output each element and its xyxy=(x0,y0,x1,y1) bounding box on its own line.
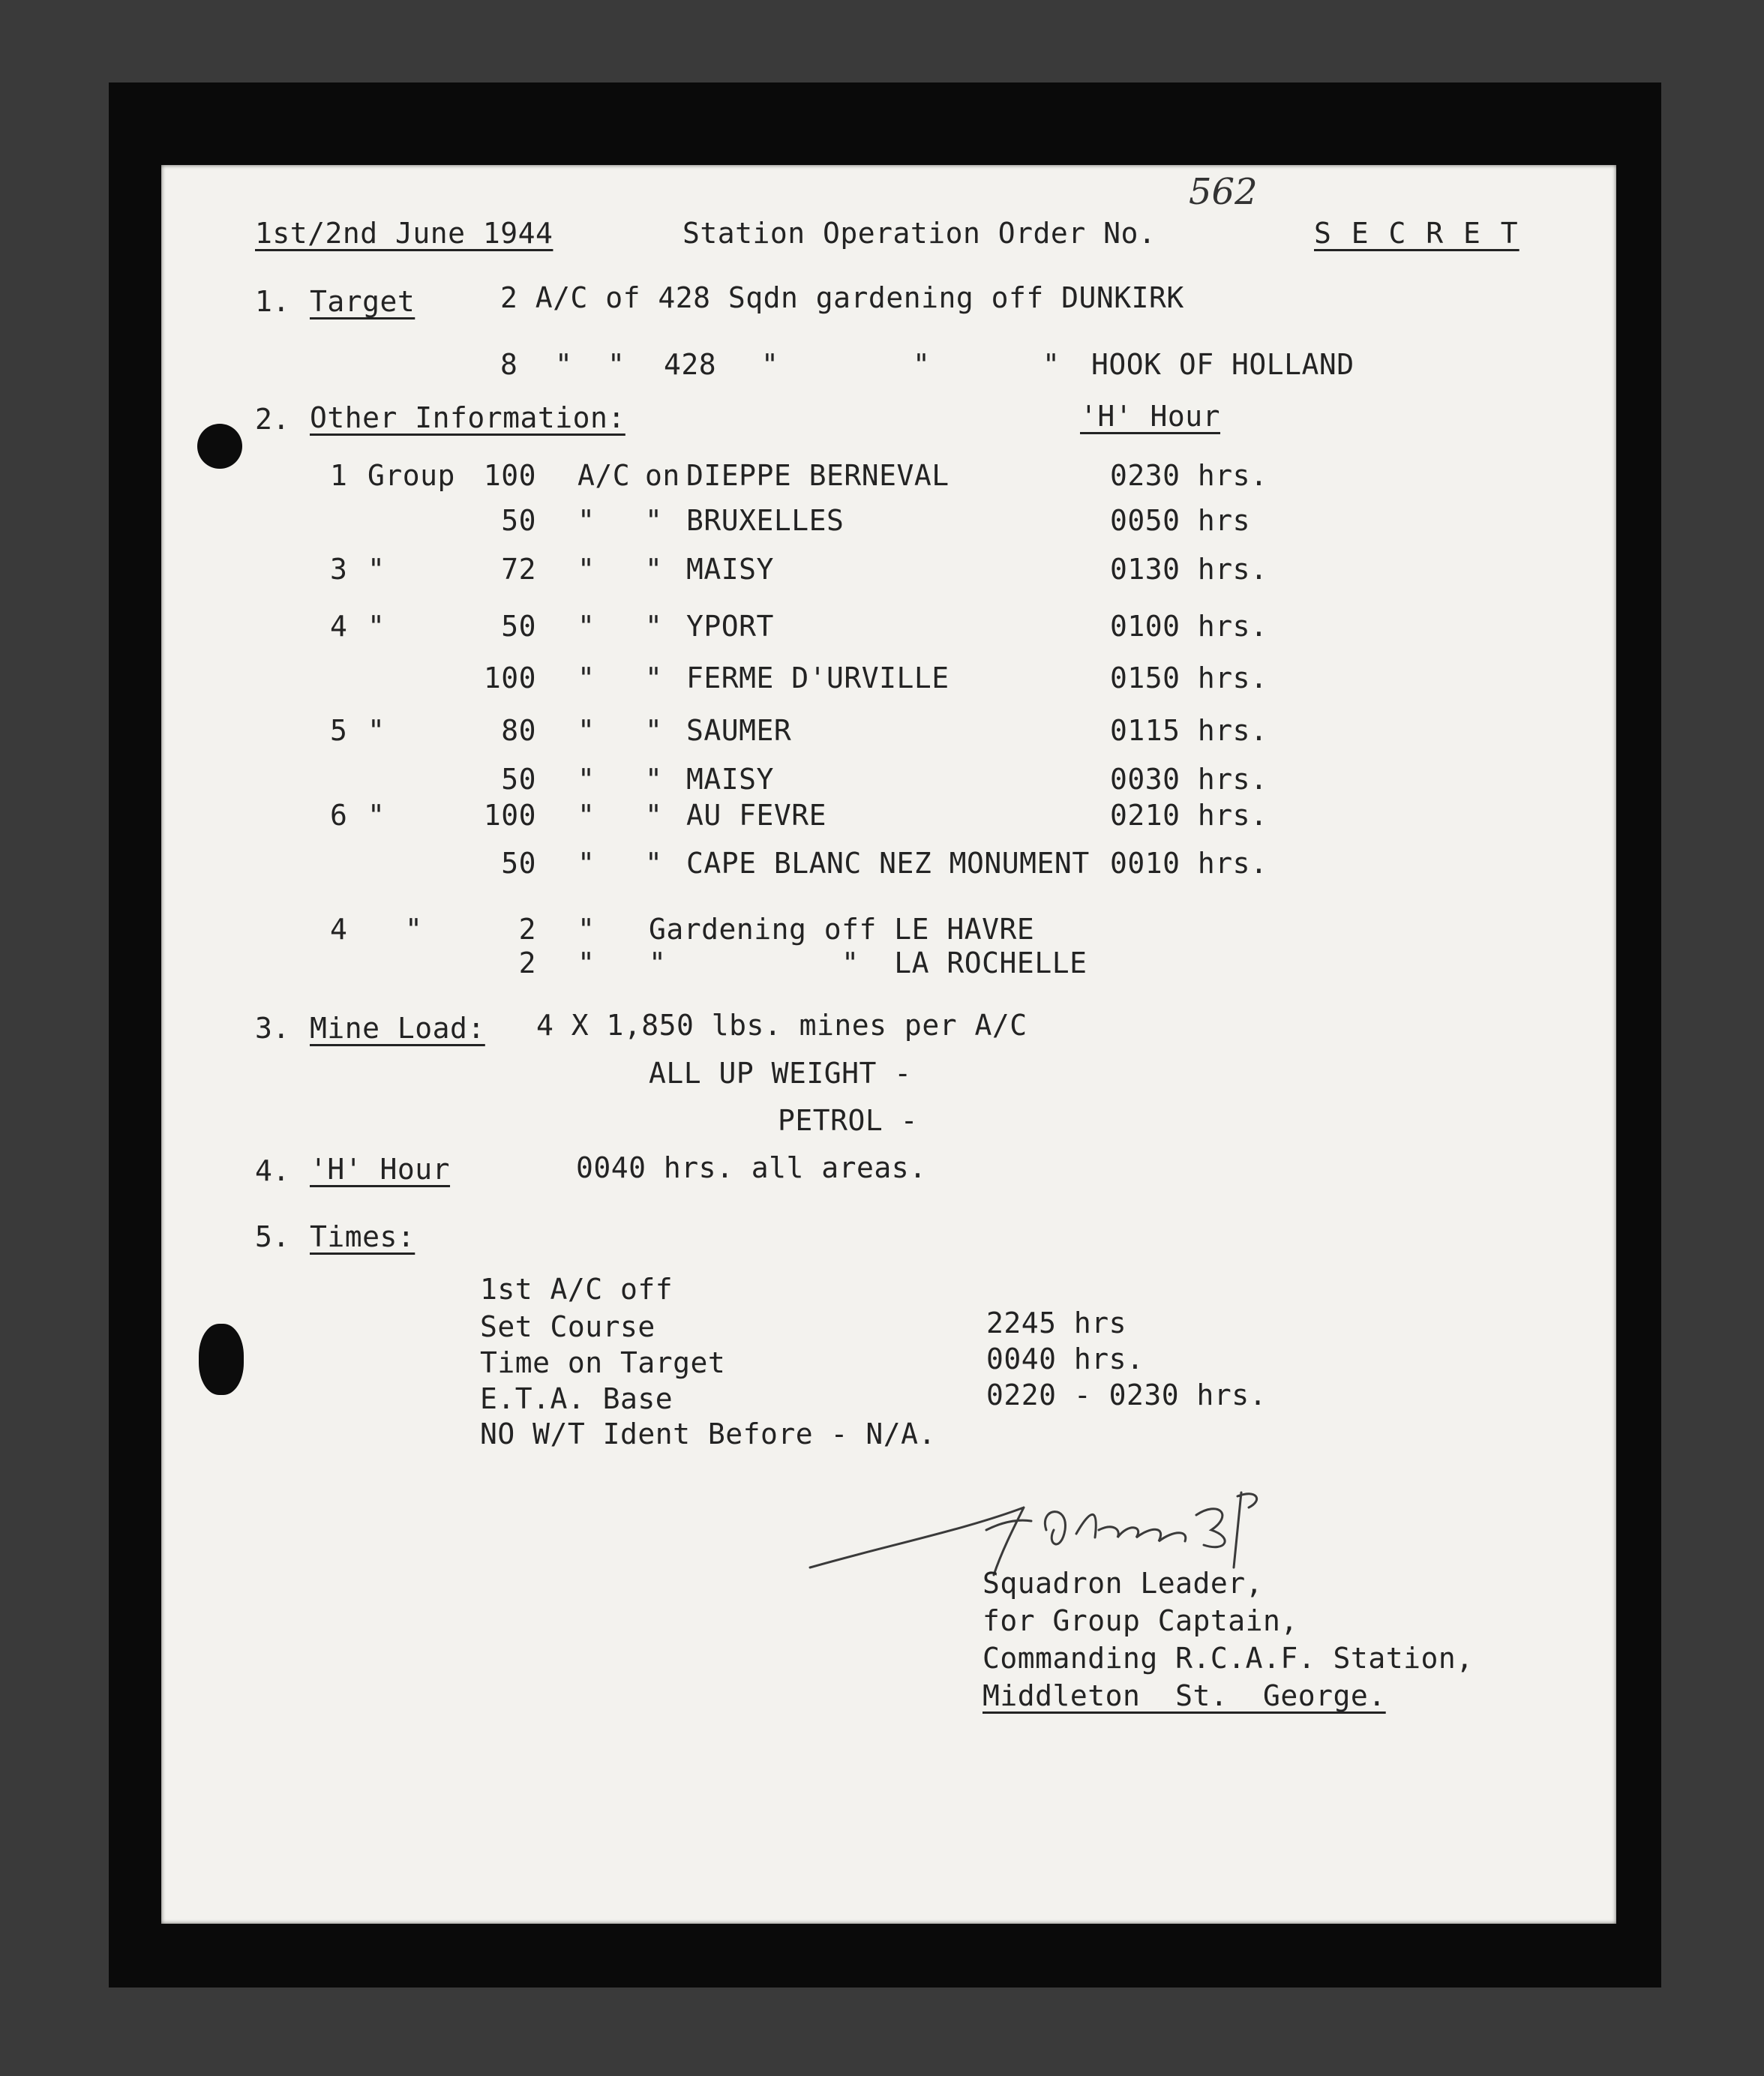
ditto-mark: " xyxy=(555,348,573,381)
row-aircraft-count: 100 xyxy=(483,799,536,832)
section-2-number: 2. xyxy=(255,403,290,436)
row-on: " xyxy=(645,662,663,694)
row-h-hour: 0050 hrs xyxy=(1110,504,1251,537)
row-on: " xyxy=(645,763,663,796)
section-5-number: 5. xyxy=(255,1220,290,1253)
row-target: FERME D'URVILLE xyxy=(686,662,950,694)
times-row-label: Time on Target xyxy=(480,1346,726,1379)
section-2-label: Other Information: xyxy=(310,401,626,434)
gardening-group-number: 4 xyxy=(330,913,348,946)
row-aircraft-count: 72 xyxy=(501,553,536,586)
gardening-unit: " xyxy=(578,946,596,980)
section-5-label: Times: xyxy=(310,1220,416,1253)
ditto-mark: " xyxy=(608,348,626,381)
order-date: 1st/2nd June 1944 xyxy=(255,217,554,250)
times-row-label: Set Course xyxy=(480,1310,656,1343)
row-h-hour: 0100 hrs. xyxy=(1110,610,1268,643)
row-aircraft-count: 100 xyxy=(483,459,536,492)
order-title: Station Operation Order No. xyxy=(682,217,1156,250)
punch-hole xyxy=(199,1324,244,1395)
signature-station: Middleton St. George. xyxy=(982,1679,1386,1712)
ditto-mark: " xyxy=(913,348,931,381)
target-line-1: 2 A/C of 428 Sqdn gardening off DUNKIRK xyxy=(500,281,1184,314)
section-1-number: 1. xyxy=(255,285,290,318)
section-3-number: 3. xyxy=(255,1012,290,1045)
row-unit: " xyxy=(578,799,596,832)
section-4-label: 'H' Hour xyxy=(310,1153,451,1186)
row-unit: " xyxy=(578,847,596,880)
row-on: " xyxy=(645,847,663,880)
row-group-word: " xyxy=(368,553,386,586)
row-unit: " xyxy=(578,763,596,796)
gardening-aircraft-count: 2 xyxy=(518,913,536,946)
petrol: PETROL - xyxy=(778,1104,919,1137)
gardening-group-word: " xyxy=(405,913,423,946)
gardening-unit: " xyxy=(578,913,596,946)
row-aircraft-count: 50 xyxy=(501,763,536,796)
section-4-number: 4. xyxy=(255,1154,290,1187)
row-h-hour: 0130 hrs. xyxy=(1110,553,1268,586)
row-h-hour: 0210 hrs. xyxy=(1110,799,1268,832)
signature-title-1: Squadron Leader, xyxy=(982,1567,1264,1600)
document-page xyxy=(161,165,1616,1924)
handwritten-order-number: 562 xyxy=(1189,171,1258,213)
times-row-label: NO W/T Ident Before - N/A. xyxy=(480,1418,936,1450)
ditto-mark: " xyxy=(761,348,779,381)
times-row-label: E.T.A. Base xyxy=(480,1382,674,1415)
row-h-hour: 0115 hrs. xyxy=(1110,714,1268,747)
row-h-hour: 0030 hrs. xyxy=(1110,763,1268,796)
row-target: DIEPPE BERNEVAL xyxy=(686,459,950,492)
row-aircraft-count: 100 xyxy=(483,662,536,694)
row-on: " xyxy=(645,714,663,747)
section-1-label: Target xyxy=(310,285,416,318)
row-on: " xyxy=(645,553,663,586)
row-group-word: " xyxy=(368,714,386,747)
row-group-number: 4 xyxy=(330,610,348,643)
times-row-value: 0040 hrs. xyxy=(986,1342,1144,1376)
row-target: AU FEVRE xyxy=(686,799,827,832)
row-group-number: 3 xyxy=(330,553,348,586)
ditto-mark: " xyxy=(1042,348,1060,381)
row-group-number: 5 xyxy=(330,714,348,747)
row-target: YPORT xyxy=(686,610,774,643)
row-target: MAISY xyxy=(686,763,774,796)
row-on: " xyxy=(645,504,663,537)
times-row-value: 0220 - 0230 hrs. xyxy=(986,1378,1268,1412)
row-target: BRUXELLES xyxy=(686,504,844,537)
row-unit: A/C xyxy=(578,459,631,492)
row-unit: " xyxy=(578,610,596,643)
row-aircraft-count: 50 xyxy=(501,504,536,537)
h-hour-value: 0040 hrs. all areas. xyxy=(576,1151,927,1184)
row-aircraft-count: 80 xyxy=(501,714,536,747)
punch-hole xyxy=(197,424,242,469)
row-group-word: Group xyxy=(368,459,455,492)
target-line-2-place: HOOK OF HOLLAND xyxy=(1091,348,1354,381)
row-group-word: " xyxy=(368,610,386,643)
row-h-hour: 0010 hrs. xyxy=(1110,847,1268,880)
gardening-text: Gardening off LE HAVRE xyxy=(649,913,1035,946)
row-group-word: " xyxy=(368,799,386,832)
row-on: on xyxy=(645,459,680,492)
row-aircraft-count: 50 xyxy=(501,610,536,643)
row-h-hour: 0230 hrs. xyxy=(1110,459,1268,492)
signature-title-3: Commanding R.C.A.F. Station, xyxy=(982,1642,1474,1675)
row-on: " xyxy=(645,610,663,643)
row-target: CAPE BLANC NEZ MONUMENT xyxy=(686,847,1090,880)
row-h-hour: 0150 hrs. xyxy=(1110,662,1268,694)
signature-title-2: for Group Captain, xyxy=(982,1604,1298,1637)
row-target: SAUMER xyxy=(686,714,792,747)
row-aircraft-count: 50 xyxy=(501,847,536,880)
all-up-weight: ALL UP WEIGHT - xyxy=(649,1057,912,1090)
mine-load-value: 4 X 1,850 lbs. mines per A/C xyxy=(536,1009,1028,1042)
row-unit: " xyxy=(578,714,596,747)
row-group-number: 6 xyxy=(330,799,348,832)
row-unit: " xyxy=(578,662,596,694)
h-hour-heading: 'H' Hour xyxy=(1080,400,1221,433)
section-3-label: Mine Load: xyxy=(310,1012,485,1045)
gardening-aircraft-count: 2 xyxy=(518,946,536,980)
classification-stamp: S E C R E T xyxy=(1314,217,1520,250)
gardening-text: " " LA ROCHELLE xyxy=(649,946,1088,980)
target-line-2-sqdn: 428 xyxy=(664,348,717,381)
times-row-label: 1st A/C off xyxy=(480,1273,674,1306)
row-unit: " xyxy=(578,553,596,586)
row-group-number: 1 xyxy=(330,459,348,492)
times-row-value: 2245 hrs xyxy=(986,1306,1127,1340)
row-target: MAISY xyxy=(686,553,774,586)
row-on: " xyxy=(645,799,663,832)
target-line-2-qty: 8 xyxy=(500,348,518,381)
row-unit: " xyxy=(578,504,596,537)
